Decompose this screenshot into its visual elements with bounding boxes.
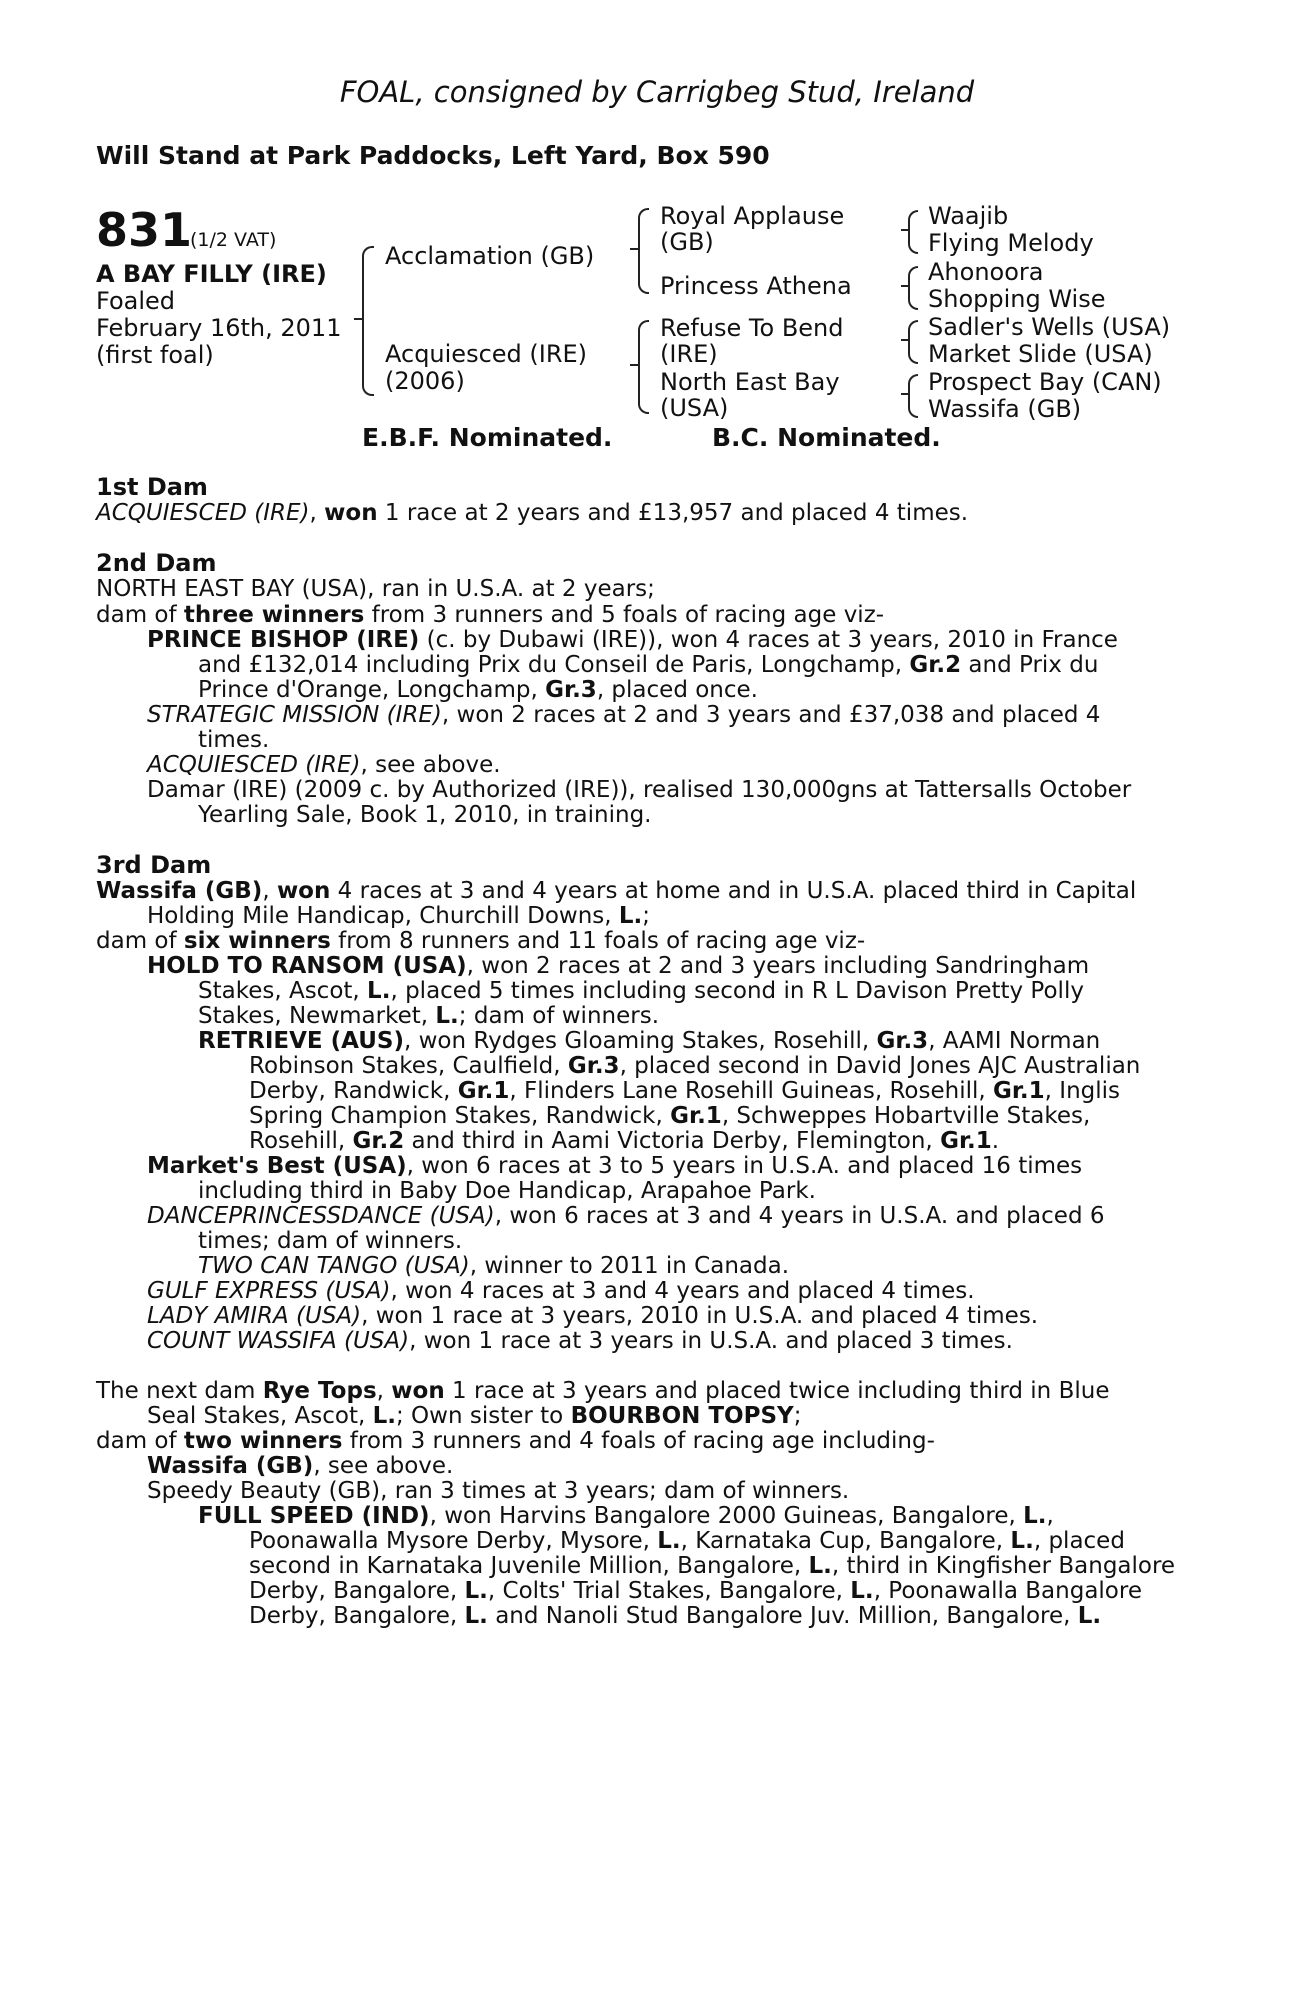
horse-name: DANCEPRINCESSDANCE (USA) [147, 1203, 495, 1229]
wassifa-line2 [147, 904, 650, 929]
danceprincessdance-line1 [147, 1204, 1105, 1229]
grade: Gr.1 [457, 1078, 510, 1104]
foaled-date: February 16th, 2011 [96, 314, 342, 342]
lot-vat: (1/2 VAT) [190, 229, 277, 251]
text: Seal Stakes, Ascot, [147, 1403, 373, 1429]
grade: Gr.3 [876, 1028, 929, 1054]
full-speed-line3 [249, 1554, 1175, 1579]
retrieve-line1 [198, 1029, 1100, 1054]
pedigree-dam-sire-origin: (IRE) [660, 340, 718, 368]
text: , won 1 race at 3 years in U.S.A. and placed 3 times. [409, 1328, 1013, 1354]
damof-c: from 3 runners and 5 foals of racing age viz- [364, 602, 885, 628]
text: 4 races at 3 and 4 years at home and in U.S.A. placed third in Capital [330, 878, 1137, 904]
horse-name: FULL SPEED (IND) [198, 1503, 430, 1529]
listed: L. [464, 1603, 488, 1629]
damof-c: from 8 runners and 11 foals of racing age viz- [330, 928, 866, 954]
full-speed-line5 [249, 1604, 1101, 1629]
full-speed-line2 [249, 1529, 1125, 1554]
text: , [376, 1378, 392, 1404]
text: ; [793, 1403, 802, 1429]
third-dam-damof [96, 929, 865, 954]
grade: Gr.3 [545, 677, 597, 703]
text: Holding Mile Handicap, Churchill Downs, [147, 903, 619, 929]
consignment-title: FOAL, consigned by Carrigbeg Stud, Ireland [339, 75, 975, 109]
text: Stakes, Newmarket, [198, 1003, 436, 1029]
text: and £132,014 including Prix du Conseil de Paris, Longchamp, [198, 652, 910, 678]
pedigree-sire: Acclamation (GB) [385, 242, 595, 270]
text: , see above. [313, 1453, 454, 1479]
first-dam-title: 1st Dam [96, 473, 208, 501]
pedigree-g3-6: Market Slide (USA) [928, 340, 1153, 368]
text: , placed once. [596, 677, 758, 703]
text: , Poonawalla Bangalore [873, 1578, 1142, 1604]
text: , Inglis [1044, 1078, 1121, 1104]
lot-name: A BAY FILLY (IRE) [96, 260, 327, 288]
full-speed-line4 [249, 1579, 1142, 1604]
won-label: won [391, 1378, 445, 1404]
pedigree-sire-sire-origin: (GB) [660, 228, 714, 256]
count-wassifa-line [147, 1329, 1013, 1354]
markets-best-line2: including third in Baby Doe Handicap, Arapahoe Park. [198, 1178, 816, 1204]
pedigree-sire-dam: Princess Athena [660, 272, 852, 300]
listed: L. [618, 903, 643, 929]
pedigree-g3-1: Waajib [928, 202, 1009, 230]
damof-a: dam of [96, 1428, 184, 1454]
text: Derby, Randwick, [249, 1078, 458, 1104]
text: , won 4 races at 3 and 4 years and placed 4 times. [390, 1278, 975, 1304]
damof-b: two winners [183, 1428, 343, 1454]
grade: Gr.1 [992, 1078, 1045, 1104]
pedigree-g3-5: Sadler's Wells (USA) [928, 313, 1171, 341]
gulf-express-line [147, 1279, 975, 1304]
second-dam-damof [96, 603, 884, 628]
hold-to-ransom-line2 [198, 979, 1084, 1004]
horse-name: Market's Best (USA) [147, 1153, 407, 1179]
hold-to-ransom-line1 [147, 954, 1089, 979]
grade: Gr.2 [352, 1128, 405, 1154]
damof-c: from 3 runners and 4 foals of racing age including- [342, 1428, 935, 1454]
lady-amira-line [147, 1304, 1038, 1329]
horse-name: HOLD TO RANSOM (USA) [147, 953, 467, 979]
text: , won 1 race at 3 years, 2010 in U.S.A. and placed 4 times. [361, 1303, 1039, 1329]
damof-b: six winners [183, 928, 331, 954]
pedigree-dam-year: (2006) [385, 367, 465, 395]
grade: Gr.1 [670, 1103, 722, 1129]
won-label: won [276, 878, 331, 904]
retrieve-line3 [249, 1079, 1120, 1104]
foaled-label: Foaled [96, 287, 176, 315]
text: ; dam of winners. [458, 1003, 660, 1029]
text: ; Own sister to [396, 1403, 571, 1429]
first-dam-line: ACQUIESCED (IRE), won 1 race at 2 years and £13,957 and placed 4 times. [96, 500, 969, 526]
horse-name: GULF EXPRESS (USA) [147, 1278, 391, 1304]
listed: L. [372, 1403, 396, 1429]
text: , placed 5 times including second in R L Davison Pretty Polly [390, 978, 1084, 1004]
two-can-tango-line [198, 1254, 789, 1279]
pedigree-g3-3: Ahonoora [928, 258, 1044, 286]
retrieve-line4 [249, 1104, 1090, 1129]
text: , won 6 races at 3 to 5 years in U.S.A. and placed 16 times [406, 1153, 1083, 1179]
horse-name: Wassifa (GB) [96, 878, 263, 904]
damof-a: dam of [96, 928, 184, 954]
hold-to-ransom-line3 [198, 1004, 659, 1029]
horse-name: BOURBON TOPSY [570, 1403, 794, 1429]
prince-bishop-line2 [198, 653, 1098, 678]
text: , Karnataka Cup, Bangalore, [680, 1528, 1011, 1554]
text: , won Harvins Bangalore 2000 Guineas, Bangalore, [429, 1503, 1024, 1529]
text: (c. by Dubawi (IRE)), won 4 races at 3 years, 2010 in France [419, 627, 1118, 653]
next-dam-line1 [96, 1379, 1109, 1404]
text: , won 6 races at 3 and 4 years in U.S.A. and placed 6 [494, 1203, 1105, 1229]
listed: L. [367, 978, 391, 1004]
grade: Gr.1 [940, 1128, 992, 1154]
text: The next dam [96, 1378, 263, 1404]
strategic-mission-line2: times. [198, 727, 270, 753]
listed: L. [435, 1003, 459, 1029]
text: Derby, Bangalore, [249, 1578, 465, 1604]
listed: L. [1023, 1503, 1047, 1529]
second-dam-line1: NORTH EAST BAY (USA), ran in U.S.A. at 2 years; [96, 576, 655, 602]
grade: Gr.2 [909, 652, 962, 678]
text: Derby, Bangalore, [249, 1603, 465, 1629]
damar-line1: Damar (IRE) (2009 c. by Authorized (IRE)), realised 130,000gns at Tattersalls October [147, 777, 1132, 803]
first-dam-name: ACQUIESCED (IRE) [96, 500, 310, 526]
foal-note: (first foal) [96, 341, 214, 369]
text: , Flinders Lane Rosehill Guineas, Rosehill, [509, 1078, 993, 1104]
retrieve-line5 [249, 1129, 999, 1154]
horse-name: PRINCE BISHOP (IRE) [147, 627, 420, 653]
pedigree-dam-sire: Refuse To Bend [660, 314, 844, 342]
pedigree-g3-2: Flying Melody [928, 229, 1094, 257]
listed: L. [808, 1553, 832, 1579]
text: Rosehill, [249, 1128, 353, 1154]
text: Prince d'Orange, Longchamp, [198, 677, 546, 703]
prince-bishop-line1 [147, 628, 1118, 653]
horse-name: STRATEGIC MISSION (IRE) [147, 702, 442, 728]
text: ; [642, 903, 651, 929]
text: , won Rydges Gloaming Stakes, Rosehill, [403, 1028, 877, 1054]
damof-a: dam of [96, 602, 184, 628]
second-dam-title: 2nd Dam [96, 549, 217, 577]
text: , won 2 races at 2 and 3 years and £37,038 and placed 4 [441, 702, 1101, 728]
stand-location: Will Stand at Park Paddocks, Left Yard, Box 590 [96, 141, 770, 170]
text: Poonawalla Mysore Derby, Mysore, [249, 1528, 658, 1554]
strategic-mission-line1 [147, 703, 1100, 728]
text: , Schweppes Hobartville Stakes, [721, 1103, 1091, 1129]
prince-bishop-line3 [198, 678, 758, 703]
horse-name: LADY AMIRA (USA) [147, 1303, 362, 1329]
markets-best-line1 [147, 1154, 1082, 1179]
damof-b: three winners [183, 602, 365, 628]
full-speed-line1 [198, 1504, 1054, 1529]
text: and Nanoli Stud Bangalore Juv. Million, Bangalore, [487, 1603, 1078, 1629]
next-dam-wassifa [147, 1454, 453, 1479]
horse-name: COUNT WASSIFA (USA) [147, 1328, 410, 1354]
text: Stakes, Ascot, [198, 978, 368, 1004]
horse-name: TWO CAN TANGO (USA) [198, 1253, 470, 1279]
text: , placed [1033, 1528, 1125, 1554]
ebf-nomination: E.B.F. Nominated. [362, 423, 613, 452]
text: and third in Aami Victoria Derby, Flemington, [404, 1128, 941, 1154]
listed: L. [850, 1578, 874, 1604]
listed: L. [1010, 1528, 1034, 1554]
pedigree-g3-8: Wassifa (GB) [928, 395, 1082, 423]
text: second in Karnataka Juvenile Million, Bangalore, [249, 1553, 809, 1579]
horse-name: Wassifa (GB) [147, 1453, 314, 1479]
text: , won 2 races at 2 and 3 years including Sandringham [466, 953, 1090, 979]
text: Robinson Stakes, Caulfield, [249, 1053, 568, 1079]
text: and Prix du [961, 652, 1099, 678]
text: , third in Kingfisher Bangalore [831, 1553, 1176, 1579]
lot-number: 831 [96, 203, 193, 257]
pedigree-dam-dam-origin: (USA) [660, 394, 729, 422]
first-dam-text: 1 race at 2 years and £13,957 and placed 4 times. [377, 500, 969, 526]
listed: L. [657, 1528, 681, 1554]
danceprincessdance-line2: times; dam of winners. [198, 1228, 463, 1254]
text: , placed second in David Jones AJC Australian [619, 1053, 1141, 1079]
pedigree-g3-7: Prospect Bay (CAN) [928, 368, 1162, 396]
bc-nomination: B.C. Nominated. [712, 423, 941, 452]
pedigree-sire-sire: Royal Applause [660, 202, 845, 230]
text: , Colts' Trial Stakes, Bangalore, [487, 1578, 851, 1604]
text: , winner to 2011 in Canada. [469, 1253, 789, 1279]
horse-name: Rye Tops [262, 1378, 377, 1404]
pedigree-dam-dam: North East Bay [660, 368, 840, 396]
grade: Gr.3 [567, 1053, 620, 1079]
next-dam-line2 [147, 1404, 801, 1429]
horse-name: ACQUIESCED (IRE) [147, 752, 361, 778]
next-dam-damof [96, 1429, 935, 1454]
wassifa-line1: Wassifa (GB), won 4 races at 3 and 4 years at home and in U.S.A. placed third in Capital [96, 878, 1137, 904]
listed: L. [464, 1578, 488, 1604]
text: , AAMI Norman [928, 1028, 1101, 1054]
damar-line2: Yearling Sale, Book 1, 2010, in training. [198, 802, 652, 828]
text: . [991, 1128, 1000, 1154]
text: , [1046, 1503, 1054, 1529]
third-dam-title: 3rd Dam [96, 851, 212, 879]
pedigree-dam: Acquiesced (IRE) [385, 340, 588, 368]
retrieve-line2 [249, 1054, 1140, 1079]
speedy-beauty-line: Speedy Beauty (GB), ran 3 times at 3 years; dam of winners. [147, 1478, 850, 1504]
text: , see above. [360, 752, 501, 778]
text: 1 race at 3 years and placed twice including third in Blue [444, 1378, 1110, 1404]
acquiesced-line [147, 753, 501, 778]
text: Spring Champion Stakes, Randwick, [249, 1103, 671, 1129]
horse-name: RETRIEVE (AUS) [198, 1028, 404, 1054]
pedigree-g3-4: Shopping Wise [928, 285, 1106, 313]
won-label: won [324, 500, 378, 526]
listed: L. [1077, 1603, 1102, 1629]
